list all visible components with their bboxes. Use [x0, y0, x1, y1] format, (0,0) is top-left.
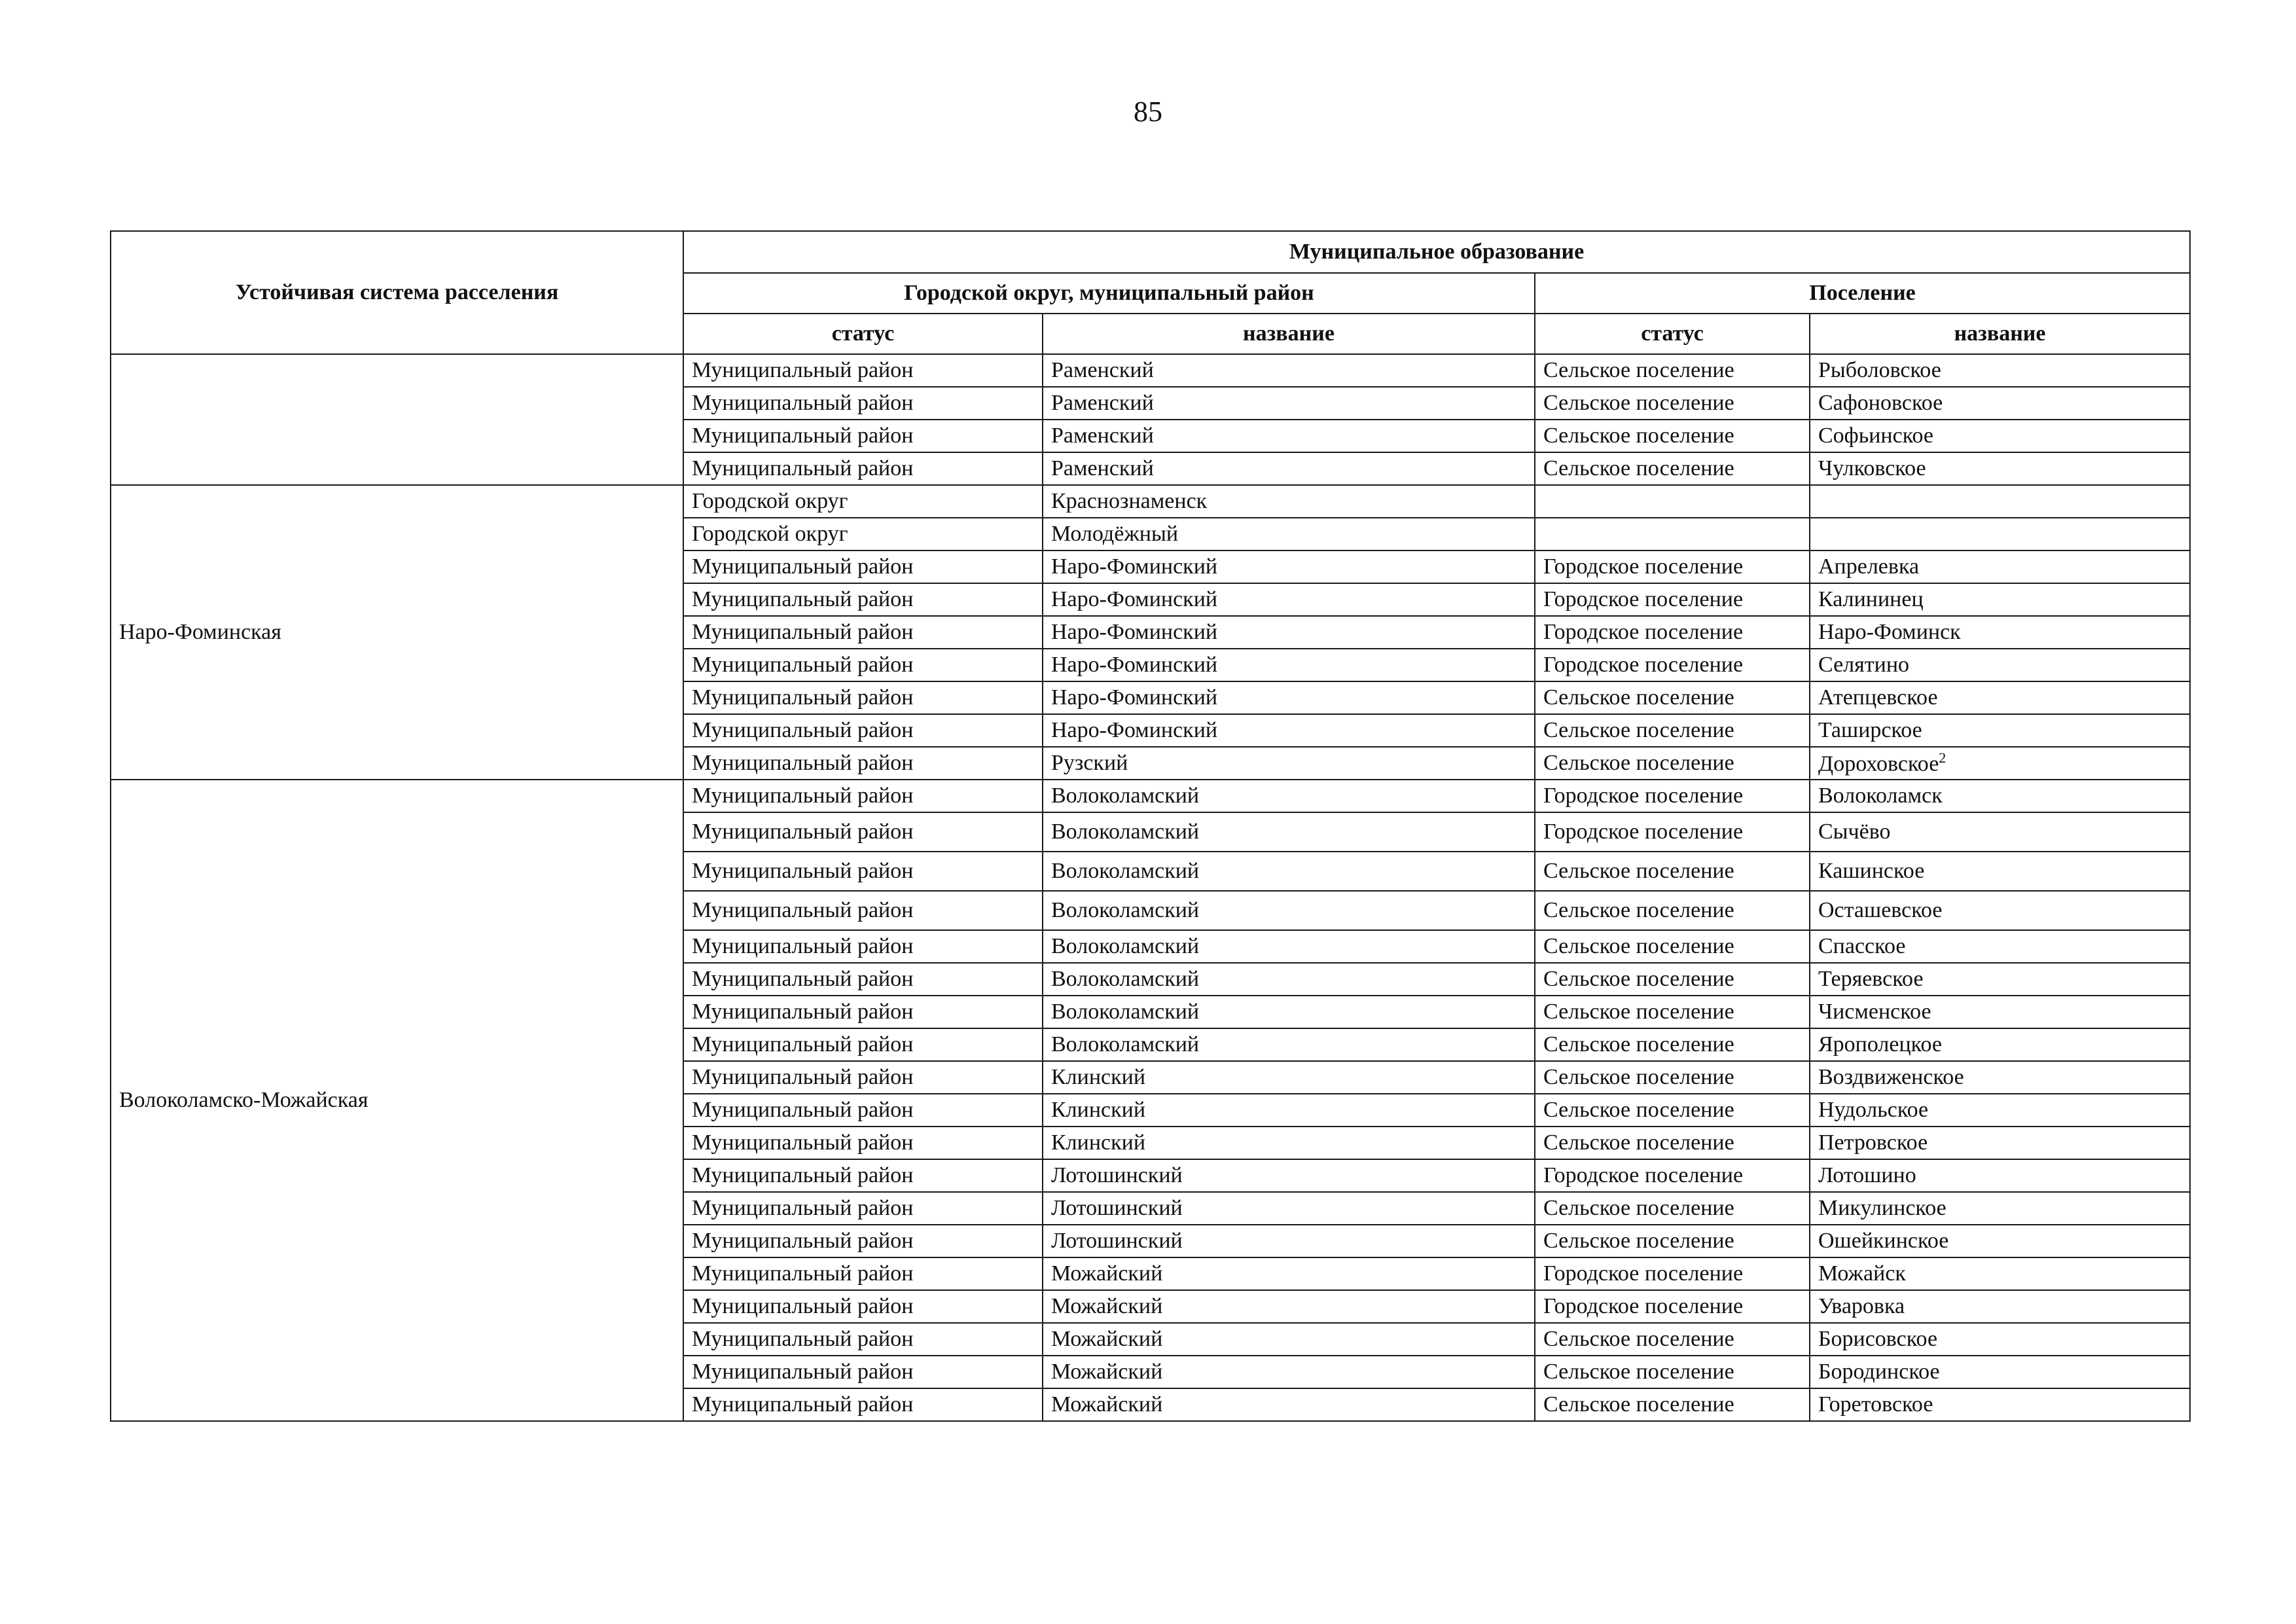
- district-name-cell: [1043, 996, 1535, 1028]
- cell-text: Сельское поселение: [1543, 859, 1734, 884]
- cell-text: Апрелевка: [1818, 554, 1920, 579]
- cell-text: Клинский: [1051, 1098, 1146, 1123]
- cell-text: Муниципальный район: [692, 820, 914, 844]
- settlement-name-cell: [1810, 930, 2190, 963]
- settlement-name-cell: [1810, 681, 2190, 714]
- header-settlement-status: статус: [1535, 314, 1810, 354]
- settlement-name-cell: [1810, 1356, 2190, 1388]
- cell-text: Наро-Фоминский: [1051, 685, 1218, 710]
- settlement-status-cell: [1535, 996, 1810, 1028]
- settlement-status-cell: [1535, 583, 1810, 616]
- cell-text: Сельское поселение: [1543, 1130, 1734, 1155]
- district-status-cell: [683, 1028, 1043, 1061]
- settlement-name-cell: [1810, 1159, 2190, 1192]
- cell-text: Нудольское: [1818, 1098, 1929, 1123]
- cell-text: Раменский: [1051, 358, 1154, 383]
- district-status-cell: [683, 1388, 1043, 1421]
- district-status-cell: [683, 1127, 1043, 1159]
- cell-text: Можайский: [1051, 1327, 1163, 1352]
- cell-text: Клинский: [1051, 1130, 1146, 1155]
- cell-text: Сельское поселение: [1543, 1327, 1734, 1352]
- settlement-status-cell: [1535, 1127, 1810, 1159]
- cell-text: Муниципальный район: [692, 587, 914, 612]
- cell-text: Наро-Фоминск: [1818, 620, 1961, 645]
- cell-text: Муниципальный район: [692, 358, 914, 383]
- cell-text: Кашинское: [1818, 859, 1925, 884]
- cell-text: Горетовское: [1818, 1392, 1933, 1417]
- cell-text: Можайский: [1051, 1261, 1163, 1286]
- cell-text: Можайский: [1051, 1294, 1163, 1319]
- settlement-status-cell: [1535, 681, 1810, 714]
- cell-text: Волоколамский: [1051, 1032, 1200, 1057]
- district-name-cell: [1043, 485, 1535, 518]
- district-name-cell: [1043, 1127, 1535, 1159]
- cell-text: Атепцевское: [1818, 685, 1938, 710]
- header-municipal-formation: Муниципальное образование: [683, 231, 2190, 273]
- district-name-cell: [1043, 518, 1535, 550]
- cell-text: Муниципальный район: [692, 751, 914, 776]
- cell-text: Калининец: [1818, 587, 1924, 612]
- settlement-name-cell: [1810, 518, 2190, 550]
- cell-text: Лотошино: [1818, 1163, 1916, 1188]
- cell-text: Бородинское: [1818, 1360, 1940, 1384]
- district-status-cell: [683, 1061, 1043, 1094]
- district-name-cell: [1043, 714, 1535, 747]
- cell-text: Лотошинский: [1051, 1229, 1183, 1254]
- table-row: [111, 485, 2190, 518]
- settlement-name-cell: [1810, 387, 2190, 420]
- cell-text: Наро-Фоминский: [1051, 718, 1218, 743]
- cell-text: Городское поселение: [1543, 587, 1744, 612]
- cell-text: Волоколамский: [1051, 784, 1200, 808]
- cell-text: Наро-Фоминский: [1051, 587, 1218, 612]
- settlement-name-cell: [1810, 1061, 2190, 1094]
- settlement-status-cell: [1535, 1290, 1810, 1323]
- cell-text: Краснознаменск: [1051, 489, 1208, 514]
- cell-text: Муниципальный район: [692, 1032, 914, 1057]
- district-status-cell: [683, 812, 1043, 852]
- table-header: [111, 231, 2190, 354]
- settlement-status-cell: [1535, 1257, 1810, 1290]
- cell-text: Микулинское: [1818, 1196, 1946, 1221]
- settlement-status-cell: [1535, 1388, 1810, 1421]
- settlement-status-cell: [1535, 747, 1810, 780]
- cell-text: Муниципальный район: [692, 1000, 914, 1024]
- cell-text: Сельское поселение: [1543, 424, 1734, 448]
- settlement-status-cell: [1535, 616, 1810, 649]
- cell-text: Городское поселение: [1543, 1294, 1744, 1319]
- district-status-cell: [683, 387, 1043, 420]
- district-name-cell: [1043, 891, 1535, 930]
- cell-text: Наро-Фоминский: [1051, 620, 1218, 645]
- cell-text: Муниципальный район: [692, 967, 914, 992]
- cell-text: Муниципальный район: [692, 1065, 914, 1090]
- settlement-name-cell: [1810, 1225, 2190, 1257]
- district-status-cell: [683, 1159, 1043, 1192]
- settlement-name-cell: [1810, 616, 2190, 649]
- cell-text: Муниципальный район: [692, 685, 914, 710]
- district-status-cell: [683, 963, 1043, 996]
- cell-text: Муниципальный район: [692, 934, 914, 959]
- district-name-cell: [1043, 1323, 1535, 1356]
- district-name-cell: [1043, 812, 1535, 852]
- settlement-name-cell: [1810, 714, 2190, 747]
- cell-text: Теряевское: [1818, 967, 1924, 992]
- header-district-status: статус: [683, 314, 1043, 354]
- cell-text: Муниципальный район: [692, 653, 914, 677]
- settlement-name-cell: [1810, 780, 2190, 812]
- cell-text: Волоколамский: [1051, 1000, 1200, 1024]
- cell-text: Рузский: [1051, 751, 1128, 776]
- cell-text: Селятино: [1818, 653, 1910, 677]
- district-status-cell: [683, 1356, 1043, 1388]
- cell-text: Городское поселение: [1543, 620, 1744, 645]
- cell-text: Сельское поселение: [1543, 1000, 1734, 1024]
- table-row: [111, 354, 2190, 387]
- district-name-cell: [1043, 1028, 1535, 1061]
- cell-text: Муниципальный район: [692, 1163, 914, 1188]
- cell-text: Муниципальный район: [692, 898, 914, 923]
- settlement-status-cell: [1535, 1323, 1810, 1356]
- settlement-name-cell: [1810, 452, 2190, 485]
- settlement-status-cell: [1535, 550, 1810, 583]
- settlement-status-cell: [1535, 714, 1810, 747]
- table-row: [111, 780, 2190, 812]
- cell-text: Борисовское: [1818, 1327, 1938, 1352]
- cell-text: Муниципальный район: [692, 859, 914, 884]
- settlement-status-cell: [1535, 1028, 1810, 1061]
- cell-text: Муниципальный район: [692, 1098, 914, 1123]
- district-status-cell: [683, 714, 1043, 747]
- cell-text: Сельское поселение: [1543, 1032, 1734, 1057]
- cell-text: Городской округ: [692, 489, 848, 514]
- cell-text: Клинский: [1051, 1065, 1146, 1090]
- cell-text: Городское поселение: [1543, 554, 1744, 579]
- settlement-status-cell: [1535, 891, 1810, 930]
- district-status-cell: [683, 420, 1043, 452]
- settlement-name-cell: [1810, 1127, 2190, 1159]
- cell-text: Сельское поселение: [1543, 1065, 1734, 1090]
- settlement-name-cell: [1810, 1192, 2190, 1225]
- settlement-status-cell: [1535, 852, 1810, 891]
- page-number: 85: [1134, 96, 1162, 128]
- header-settlement-system: Устойчивая система расселения: [111, 231, 683, 354]
- settlement-name-cell: [1810, 891, 2190, 930]
- cell-text: Ярополецкое: [1818, 1032, 1942, 1057]
- cell-text: Раменский: [1051, 456, 1154, 481]
- district-status-cell: [683, 583, 1043, 616]
- settlement-name-cell: [1810, 963, 2190, 996]
- district-name-cell: [1043, 930, 1535, 963]
- cell-text: Сельское поселение: [1543, 898, 1734, 923]
- cell-text: Муниципальный район: [692, 718, 914, 743]
- settlement-status-cell: [1535, 420, 1810, 452]
- cell-text: Сельское поселение: [1543, 1196, 1734, 1221]
- district-status-cell: [683, 354, 1043, 387]
- settlement-status-cell: [1535, 354, 1810, 387]
- cell-text: Городской округ: [692, 522, 848, 547]
- cell-text: Сельское поселение: [1543, 718, 1734, 743]
- district-name-cell: [1043, 354, 1535, 387]
- district-name-cell: [1043, 1094, 1535, 1127]
- district-status-cell: [683, 930, 1043, 963]
- district-name-cell: [1043, 1159, 1535, 1192]
- settlement-name-cell: [1810, 354, 2190, 387]
- cell-text: Петровское: [1818, 1130, 1928, 1155]
- district-name-cell: [1043, 583, 1535, 616]
- cell-text: Сельское поселение: [1543, 1098, 1734, 1123]
- settlement-name-cell: [1810, 812, 2190, 852]
- cell-text: Сычёво: [1818, 820, 1891, 844]
- settlement-status-cell: [1535, 387, 1810, 420]
- district-name-cell: [1043, 780, 1535, 812]
- district-name-cell: [1043, 1192, 1535, 1225]
- settlement-status-cell: [1535, 452, 1810, 485]
- cell-text: Сафоновское: [1818, 391, 1943, 416]
- cell-text: Осташевское: [1818, 898, 1943, 923]
- cell-text: Муниципальный район: [692, 1196, 914, 1221]
- district-name-cell: [1043, 963, 1535, 996]
- table-body: [111, 354, 2190, 1421]
- cell-text: Сельское поселение: [1543, 967, 1734, 992]
- cell-text: Спасское: [1818, 934, 1906, 959]
- header-district-name: название: [1043, 314, 1535, 354]
- district-status-cell: [683, 485, 1043, 518]
- cell-text: Ошейкинское: [1818, 1229, 1949, 1254]
- district-status-cell: [683, 518, 1043, 550]
- settlement-status-cell: [1535, 1356, 1810, 1388]
- settlement-system-cell: Наро-Фоминская: [111, 485, 683, 780]
- cell-text: Муниципальный район: [692, 1360, 914, 1384]
- settlement-status-cell: [1535, 1094, 1810, 1127]
- district-name-cell: [1043, 1225, 1535, 1257]
- cell-text: Муниципальный район: [692, 554, 914, 579]
- district-name-cell: [1043, 1290, 1535, 1323]
- cell-text: Молодёжный: [1051, 522, 1179, 547]
- cell-text: Муниципальный район: [692, 1392, 914, 1417]
- settlement-name-cell: [1810, 1094, 2190, 1127]
- district-status-cell: [683, 1192, 1043, 1225]
- settlement-name-cell: [1810, 1323, 2190, 1356]
- cell-text: Сельское поселение: [1543, 751, 1734, 776]
- district-status-cell: [683, 1094, 1043, 1127]
- cell-text: Рыболовское: [1818, 358, 1941, 383]
- settlement-status-cell: [1535, 780, 1810, 812]
- cell-text: Лотошинский: [1051, 1196, 1183, 1221]
- cell-text: Волоколамский: [1051, 967, 1200, 992]
- cell-text: Волоколамский: [1051, 820, 1200, 844]
- cell-text: Сельское поселение: [1543, 934, 1734, 959]
- cell-text: Софьинское: [1818, 424, 1933, 448]
- cell-text: Дороховское: [1818, 751, 1939, 776]
- district-name-cell: [1043, 649, 1535, 681]
- cell-text: Сельское поселение: [1543, 358, 1734, 383]
- district-name-cell: [1043, 616, 1535, 649]
- settlement-status-cell: [1535, 963, 1810, 996]
- district-name-cell: [1043, 452, 1535, 485]
- cell-text: Наро-Фоминский: [1051, 653, 1218, 677]
- cell-text: Чулковское: [1818, 456, 1926, 481]
- cell-text: Чисменское: [1818, 1000, 1931, 1024]
- cell-text: Сельское поселение: [1543, 1392, 1734, 1417]
- district-name-cell: [1043, 1388, 1535, 1421]
- cell-text: Городское поселение: [1543, 653, 1744, 677]
- cell-text: Городское поселение: [1543, 1261, 1744, 1286]
- district-status-cell: [683, 616, 1043, 649]
- district-name-cell: [1043, 1257, 1535, 1290]
- cell-text: Городское поселение: [1543, 1163, 1744, 1188]
- settlement-status-cell: [1535, 930, 1810, 963]
- cell-text: Муниципальный район: [692, 456, 914, 481]
- cell-text: Лотошинский: [1051, 1163, 1183, 1188]
- cell-text: Сельское поселение: [1543, 1360, 1734, 1384]
- district-status-cell: [683, 550, 1043, 583]
- cell-text: Муниципальный район: [692, 1261, 914, 1286]
- cell-text: Таширское: [1818, 718, 1922, 743]
- cell-text: Волоколамский: [1051, 898, 1200, 923]
- header-settlement-group: Поселение: [1535, 273, 2190, 314]
- header-settlement-name: название: [1810, 314, 2190, 354]
- district-name-cell: [1043, 420, 1535, 452]
- cell-text: Волоколамский: [1051, 934, 1200, 959]
- settlement-name-cell: [1810, 550, 2190, 583]
- district-status-cell: [683, 1323, 1043, 1356]
- settlement-status-cell: [1535, 518, 1810, 550]
- settlement-name-cell: [1810, 1388, 2190, 1421]
- cell-text: Сельское поселение: [1543, 685, 1734, 710]
- district-name-cell: [1043, 387, 1535, 420]
- settlement-status-cell: [1535, 1192, 1810, 1225]
- cell-text: Муниципальный район: [692, 424, 914, 448]
- district-status-cell: [683, 649, 1043, 681]
- district-status-cell: [683, 452, 1043, 485]
- settlement-status-cell: [1535, 812, 1810, 852]
- settlement-name-cell: [1810, 747, 2190, 780]
- settlement-name-cell: [1810, 583, 2190, 616]
- settlement-name-cell: [1810, 1257, 2190, 1290]
- cell-text: Муниципальный район: [692, 620, 914, 645]
- cell-text: Наро-Фоминский: [1051, 554, 1218, 579]
- cell-text: Сельское поселение: [1543, 1229, 1734, 1254]
- cell-text: Муниципальный район: [692, 1294, 914, 1319]
- cell-text: Городское поселение: [1543, 820, 1744, 844]
- district-name-cell: [1043, 681, 1535, 714]
- cell-text: Раменский: [1051, 424, 1154, 448]
- settlement-name-cell: [1810, 420, 2190, 452]
- settlement-name-cell: [1810, 996, 2190, 1028]
- cell-text: Можайск: [1818, 1261, 1906, 1286]
- cell-text: Городское поселение: [1543, 784, 1744, 808]
- settlement-status-cell: [1535, 485, 1810, 518]
- settlement-name-cell: [1810, 1028, 2190, 1061]
- settlement-name-cell: [1810, 1290, 2190, 1323]
- settlement-status-cell: [1535, 649, 1810, 681]
- district-status-cell: [683, 996, 1043, 1028]
- district-status-cell: [683, 681, 1043, 714]
- settlement-system-cell: Волоколамско-Можайская: [111, 780, 683, 1421]
- district-name-cell: [1043, 550, 1535, 583]
- cell-text: Муниципальный район: [692, 391, 914, 416]
- cell-text: Уваровка: [1818, 1294, 1905, 1319]
- cell-text: Муниципальный район: [692, 784, 914, 808]
- district-status-cell: [683, 1225, 1043, 1257]
- district-status-cell: [683, 852, 1043, 891]
- district-status-cell: [683, 747, 1043, 780]
- cell-text: Раменский: [1051, 391, 1154, 416]
- cell-text: Сельское поселение: [1543, 456, 1734, 481]
- district-status-cell: [683, 1257, 1043, 1290]
- district-status-cell: [683, 1290, 1043, 1323]
- district-status-cell: [683, 780, 1043, 812]
- footnote-mark: 2: [1939, 749, 1946, 767]
- cell-text: Муниципальный район: [692, 1130, 914, 1155]
- cell-text: Волоколамский: [1051, 859, 1200, 884]
- settlement-name-cell: [1810, 852, 2190, 891]
- cell-text: Муниципальный район: [692, 1229, 914, 1254]
- settlement-status-cell: [1535, 1061, 1810, 1094]
- settlement-table: [110, 230, 2191, 1422]
- cell-text: Можайский: [1051, 1360, 1163, 1384]
- district-name-cell: [1043, 1356, 1535, 1388]
- district-name-cell: [1043, 852, 1535, 891]
- settlement-status-cell: [1535, 1159, 1810, 1192]
- district-name-cell: [1043, 747, 1535, 780]
- settlement-status-cell: [1535, 1225, 1810, 1257]
- cell-text: Муниципальный район: [692, 1327, 914, 1352]
- settlement-name-cell: [1810, 485, 2190, 518]
- cell-text: Воздвиженское: [1818, 1065, 1964, 1090]
- settlement-name-cell: [1810, 649, 2190, 681]
- cell-text: Сельское поселение: [1543, 391, 1734, 416]
- district-name-cell: [1043, 1061, 1535, 1094]
- settlement-system-cell: [111, 354, 683, 485]
- cell-text: Волоколамск: [1818, 784, 1943, 808]
- header-district-group: Городской округ, муниципальный район: [683, 273, 1535, 314]
- district-status-cell: [683, 891, 1043, 930]
- cell-text: Можайский: [1051, 1392, 1163, 1417]
